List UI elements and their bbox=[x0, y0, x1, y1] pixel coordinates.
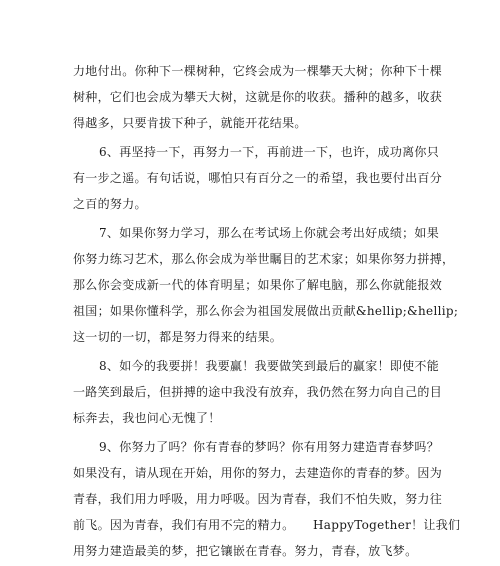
text-line: 祖国；如果你懂科学，那么你会为祖国发展做出贡献&hellip;&hellip; bbox=[73, 304, 459, 318]
text-line: 这一切的一切，都是努力得来的结果。 bbox=[73, 330, 283, 344]
text-line: 如果没有，请从现在开始，用你的努力，去建造你的青春的梦。因为 bbox=[73, 466, 443, 480]
text-line: 用努力建造最美的梦，把它镶嵌在青春。努力，青春，放飞梦。 bbox=[73, 544, 418, 558]
text-line: 树种，它们也会成为攀天大树，这就是你的收获。播种的越多，收获 bbox=[73, 90, 443, 104]
text-line: 那么你会变成新一代的体育明星；如果你了解电脑，那么你就能报效 bbox=[73, 278, 443, 292]
paragraph-9-first-line: 9、你努力了吗？你有青春的梦吗？你有用努力建造青春梦吗？ bbox=[99, 440, 440, 454]
text-line: 你努力练习艺术，那么你会成为举世瞩目的艺术家；如果你努力拼搏， bbox=[73, 252, 455, 266]
text-line: 力地付出。你种下一棵树种，它终会成为一棵攀天大树；你种下十棵 bbox=[73, 64, 443, 78]
paragraph-6-first-line: 6、再坚持一下，再努力一下，再前进一下，也许，成功离你只 bbox=[99, 145, 440, 159]
text-line: 标奔去，我也问心无愧了！ bbox=[73, 411, 221, 425]
text-line: 之百的努力。 bbox=[73, 197, 147, 211]
paragraph-7-first-line: 7、如果你努力学习，那么在考试场上你就会考出好成绩；如果 bbox=[99, 226, 440, 240]
text-line: 一路笑到最后，但拼搏的途中我没有放弃，我仍然在努力向自己的目 bbox=[73, 385, 443, 399]
paragraph-8-first-line: 8、如今的我要拼！我要赢！我要做笑到最后的赢家！即使不能 bbox=[99, 359, 440, 373]
text-line: 前飞。因为青春，我们有用不完的精力。 HappyTogether！让我们 bbox=[73, 518, 461, 532]
text-line: 得越多，只要肯拔下种子，就能开花结果。 bbox=[73, 116, 307, 130]
text-line: 有一步之遥。有句话说，哪怕只有百分之一的希望，我也要付出百分 bbox=[73, 171, 443, 185]
text-line: 青春，我们用力呼吸，用力呼吸。因为青春，我们不怕失败，努力往 bbox=[73, 492, 443, 506]
